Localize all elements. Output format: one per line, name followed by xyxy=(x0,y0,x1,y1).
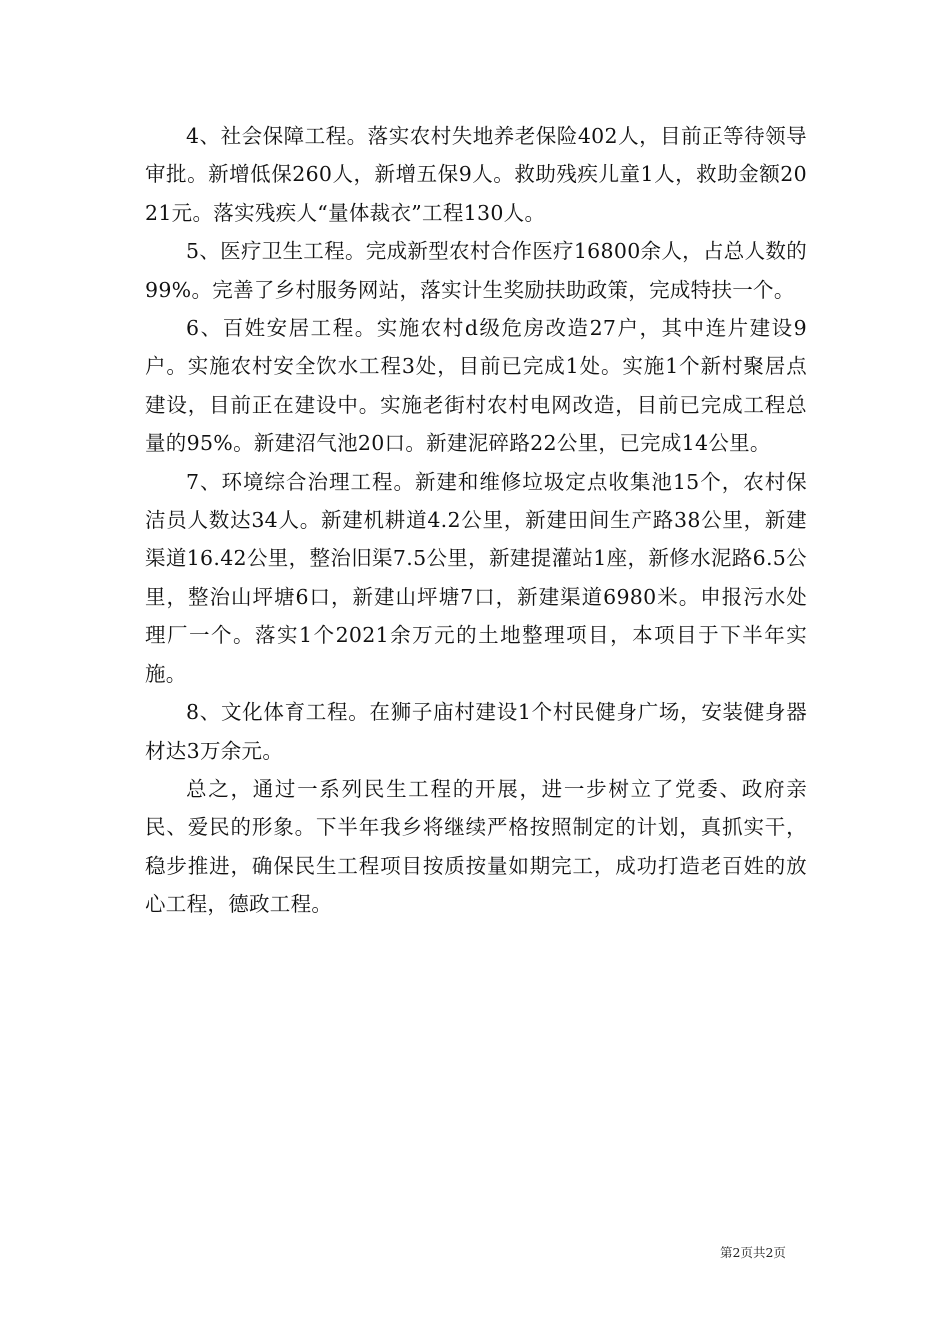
paragraph-environment: 7、环境综合治理工程。新建和维修垃圾定点收集池15个，农村保洁员人数达34人。新建机耕道4.2公里，新建田间生产路38公里，新建渠道16.42公里，整治旧渠7.5公里，新建提灌站1座，新修水泥路6.5公里，整治山坪塘6口，新建山坪塘7口，新建渠道6980米。申报污水处理厂一个。落实1个2021余万元的土地整理项目，本项目于下半年实施。 xyxy=(145,469,807,686)
page-number: 第2页共2页 xyxy=(720,1245,786,1260)
paragraph-culture-sports: 8、文化体育工程。在狮子庙村建设1个村民健身广场，安装健身器材达3万余元。 xyxy=(145,700,807,763)
paragraph-conclusion: 总之，通过一系列民生工程的开展，进一步树立了党委、政府亲民、爱民的形象。下半年我乡将继续严格按照制定的计划，真抓实干，稳步推进，确保民生工程项目按质按量如期完工，成功打造老百姓的放心工程，德政工程。 xyxy=(145,776,807,917)
paragraph-medical-health: 5、医疗卫生工程。完成新型农村合作医疗16800余人，占总人数的99%。完善了乡村服务网站，落实计生奖励扶助政策，完成特扶一个。 xyxy=(145,239,807,302)
paragraph-housing: 6、百姓安居工程。实施农村d级危房改造27户，其中连片建设9户。实施农村安全饮水工程3处，目前已完成1处。实施1个新村聚居点建设，目前正在建设中。实施老街村农村电网改造，目前已完成工程总量的95%。新建沼气池20口。新建泥碎路22公里，已完成14公里。 xyxy=(145,316,807,456)
paragraph-social-security: 4、社会保障工程。落实农村失地养老保险402人，目前正等待领导审批。新增低保260人，新增五保9人。救助残疾儿童1人，救助金额2021元。落实残疾人“量体裁衣”工程130人。 xyxy=(145,124,807,225)
document-body xyxy=(145,117,807,924)
